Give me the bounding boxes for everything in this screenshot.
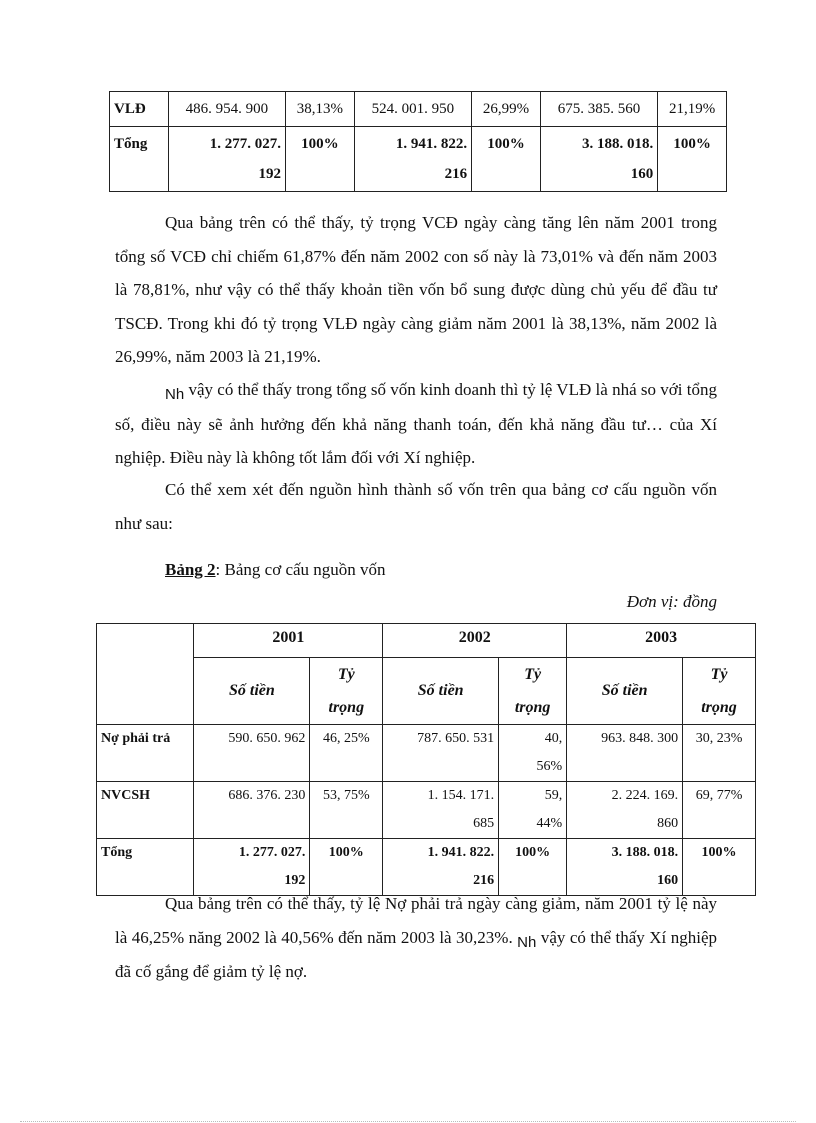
year-header-row [97,624,756,658]
ratio-2001: 53, 75% [310,782,383,839]
col-ratio-2001: Tỷ trọng [310,658,383,725]
amount-2002: 1. 941. 822. 216 [354,127,471,192]
column-header-row [97,658,756,725]
capital-structure-table-continued [109,91,727,192]
paragraph-intro-table2: Có thể xem xét đến nguồn hình thành số vốn trên qua bảng cơ cấu nguồn vốn như sau: [115,480,717,533]
ratio-2002: 26,99% [472,92,541,127]
row-label: Nợ phải trả [97,725,194,782]
amount-2003: 3. 188. 018. 160 [567,839,683,896]
col-amount-2001: Số tiền [194,658,310,725]
amount-2002: 1. 941. 822. 216 [383,839,499,896]
unit-label: Đơn vị: đồng [626,592,717,611]
ratio-2003: 100% [658,127,727,192]
amount-2002: 524. 001. 950 [354,92,471,127]
table-row [110,127,727,192]
paragraph-vld-effect: Nh vậy có thể thấy trong tổng số vốn kinh doanh thì tỷ lệ VLĐ là nhá so với tổng số, điều này sẽ ảnh hưởng đến khả năng thanh toán, đến khả năng đầu tư… của Xí nghiệp. Điều này là không tốt lắm đối với Xí nghiệp. [115,380,717,467]
capital-source-table [96,623,756,896]
empty-header-cell [97,624,194,725]
amount-2001: 1. 277. 027. 192 [168,127,285,192]
col-ratio-2003: Tỷ trọng [683,658,756,725]
amount-2001: 686. 376. 230 [194,782,310,839]
ratio-2002: 40, 56% [499,725,567,782]
ratio-2003: 69, 77% [683,782,756,839]
paragraph-debt-analysis: Qua bảng trên có thể thấy, tỷ lệ Nợ phải trả ngày càng giảm, năm 2001 tỷ lệ này là 46,25% năng 2002 là 40,56% đến năm 2003 là 30,23%. Nh vậy có thể thấy Xí nghiệp đã cố gắng để giảm tỷ lệ nợ. [115,894,717,981]
table-row [97,725,756,782]
row-label: VLĐ [110,92,169,127]
amount-2002: 787. 650. 531 [383,725,499,782]
amount-2001: 1. 277. 027. 192 [194,839,310,896]
ratio-2001: 100% [286,127,355,192]
amount-2003: 675. 385. 560 [540,92,657,127]
table-row [110,92,727,127]
year-2003: 2003 [567,624,756,658]
col-amount-2003: Số tiền [567,658,683,725]
paragraph-vcd-analysis: Qua bảng trên có thể thấy, tỷ trọng VCĐ ngày càng tăng lên năm 2001 trong tổng số VCĐ chỉ chiếm 61,87% đến năm 2002 con số này là 73,01% và đến năm 2003 là 78,81%, như vậy có thể thấy khoản tiền vốn bổ sung được dùng chủ yếu để đầu tư TSCĐ. Trong khi đó tỷ trọng VLĐ ngày càng giảm năm 2001 là 38,13%, năm 2002 là 26,99%, năm 2003 là 21,19%. [115,213,717,366]
amount-2003: 2. 224. 169. 860 [567,782,683,839]
ratio-2002: 100% [499,839,567,896]
ratio-2003: 30, 23% [683,725,756,782]
table-caption: Bảng 2: Bảng cơ cấu nguồn vốn [165,560,386,579]
ratio-2001: 46, 25% [310,725,383,782]
ratio-2001: 38,13% [286,92,355,127]
amount-2002: 1. 154. 171. 685 [383,782,499,839]
ratio-2002: 100% [472,127,541,192]
row-label: Tổng [110,127,169,192]
ratio-2001: 100% [310,839,383,896]
table-row [97,782,756,839]
ratio-2003: 21,19% [658,92,727,127]
year-2002: 2002 [383,624,567,658]
amount-2003: 3. 188. 018. 160 [540,127,657,192]
amount-2001: 590. 650. 962 [194,725,310,782]
ratio-2003: 100% [683,839,756,896]
amount-2003: 963. 848. 300 [567,725,683,782]
ratio-2002: 59, 44% [499,782,567,839]
col-ratio-2002: Tỷ trọng [499,658,567,725]
col-amount-2002: Số tiền [383,658,499,725]
page-bottom-rule [20,1121,796,1122]
row-label: NVCSH [97,782,194,839]
amount-2001: 486. 954. 900 [168,92,285,127]
year-2001: 2001 [194,624,383,658]
row-label: Tổng [97,839,194,896]
